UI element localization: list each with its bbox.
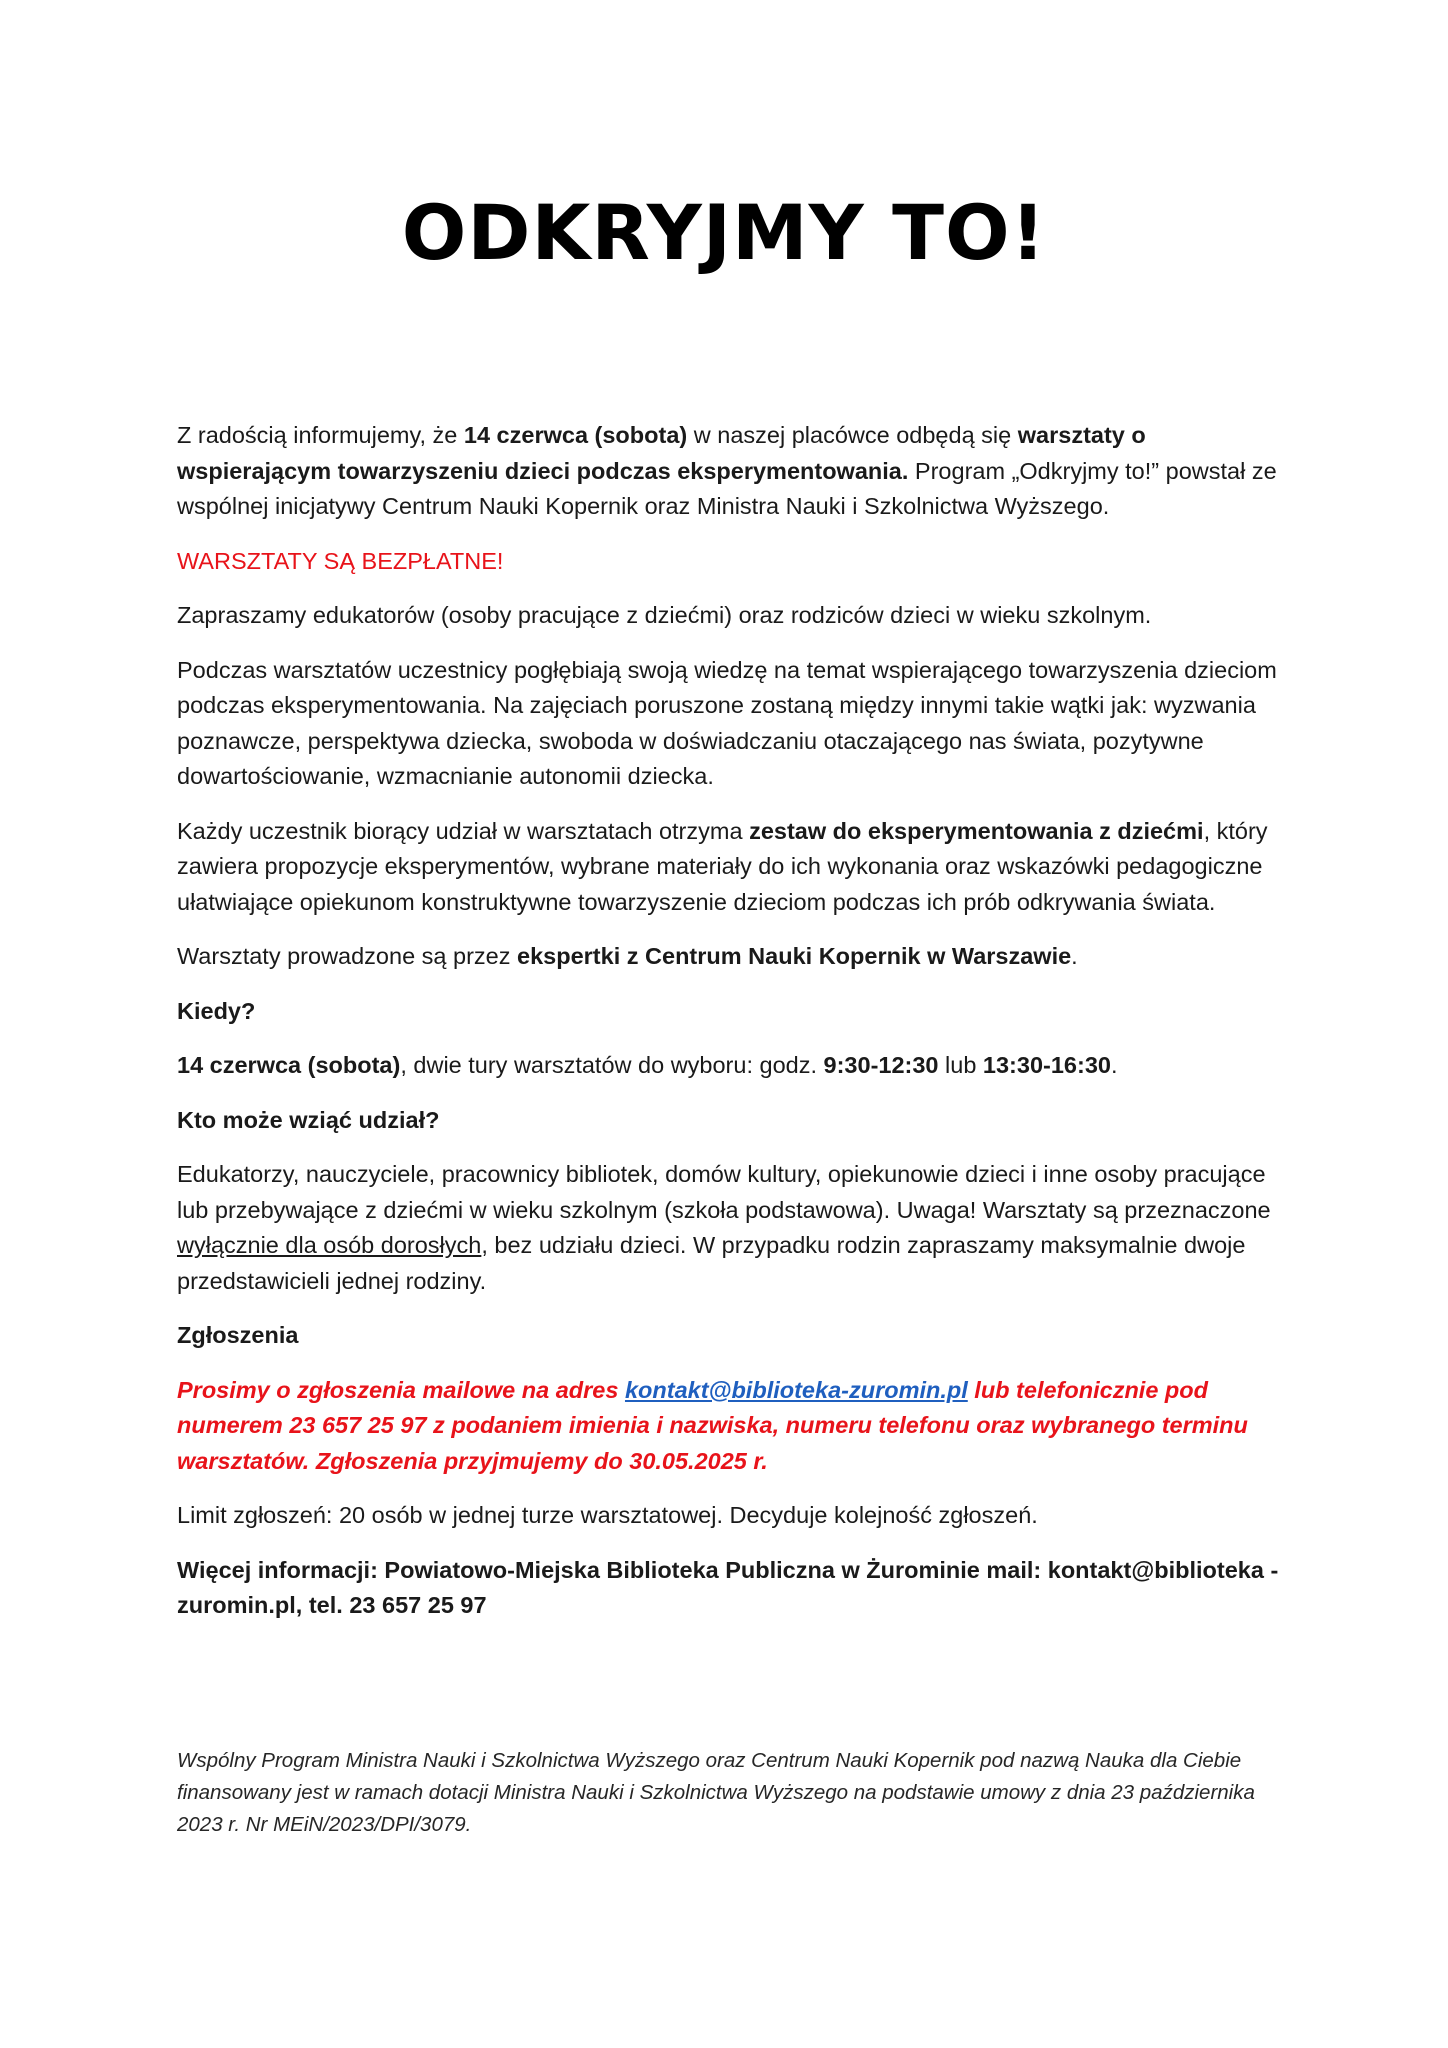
kit-highlight: zestaw do eksperymentowania z dziećmi xyxy=(749,817,1204,844)
when-heading: Kiedy? xyxy=(177,997,256,1024)
more-info-paragraph: Więcej informacji: Powiatowo-Miejska Biblioteka Publiczna w Żurominie mail: kontakt@biblioteka -zuromin.pl, tel. 23 657 25 97 xyxy=(177,1556,1279,1618)
event-date: 14 czerwca (sobota) xyxy=(463,422,688,448)
instructors-paragraph: Warsztaty prowadzone są przez ekspertki z Centrum Nauki Kopernik w Warszawie. xyxy=(177,943,1078,969)
invite-paragraph: Zapraszamy edukatorów (osoby pracujące z dziećmi) oraz rodziców dzieci w wieku szkolnym. xyxy=(177,602,1152,628)
kit-paragraph: Każdy uczestnik biorący udział w warsztatach otrzyma zestaw do eksperymentowania z dziećmi, który zawiera propozycje eksperymentów, wybrane materiały do ich wykonania oraz wskazówki pedagogiczne ułatwiające opiekunom konstruktywne towarzyszenie dzieciom podczas ich prób odkrywania świata. xyxy=(177,817,1268,915)
instructors-highlight: ekspertki z Centrum Nauki Kopernik w Warszawie xyxy=(517,943,1072,969)
registration-heading: Zgłoszenia xyxy=(177,1322,299,1348)
document-body xyxy=(177,418,1287,1643)
description-paragraph: Podczas warsztatów uczestnicy pogłębiają swoją wiedzę na temat wspierającego towarzyszenia dzieciom podczas eksperymentowania. Na zajęciach poruszone zostaną między innymi takie wątki jak: wyzwania poznawcze, perspektywa dziecka, swoboda w doświadczaniu otaczającego nas świata, pozytywne dowartościowanie, wzmacnianie autonomii dziecka. xyxy=(177,656,1277,789)
who-heading: Kto może wziąć udział? xyxy=(177,1106,440,1133)
adults-only-note: wyłącznie dla osób dorosłych xyxy=(177,1232,482,1258)
workshop-topic: warsztaty o wspierającym towarzyszeniu dzieci podczas eksperymentowania. xyxy=(177,422,1146,484)
when-paragraph: 14 czerwca (sobota), dwie tury warsztatów do wyboru: godz. 9:30-12:30 lub 13:30-16:30. xyxy=(177,1052,1118,1078)
session-time-2: 13:30-16:30 xyxy=(982,1052,1111,1078)
session-time-1: 9:30-12:30 xyxy=(823,1052,939,1078)
email-link[interactable]: kontakt@biblioteka-zuromin.pl xyxy=(624,1376,968,1403)
page-title: ODKRYJMY TO! xyxy=(401,188,1047,277)
who-paragraph: Edukatorzy, nauczyciele, pracownicy bibliotek, domów kultury, opiekunowie dzieci i inne osoby pracujące lub przebywające z dziećmi w wieku szkolnym (szkoła podstawowa). Uwaga! Warsztaty są przeznaczone wyłącznie dla osób dorosłych, bez udziału dzieci. W przypadku rodzin zapraszamy maksymalnie dwoje przedstawicieli jednej rodziny. xyxy=(177,1161,1271,1294)
limit-paragraph: Limit zgłoszeń: 20 osób w jednej turze warsztatowej. Decyduje kolejność zgłoszeń. xyxy=(177,1502,1038,1528)
registration-paragraph: Prosimy o zgłoszenia mailowe na adres kontakt@biblioteka-zuromin.pl lub telefonicznie pod numerem 23 657 25 97 z podaniem imienia i nazwiska, numeru telefonu oraz wybranego terminu warsztatów. Zgłoszenia przyjmujemy do 30.05.2025 r. xyxy=(177,1376,1248,1474)
intro-paragraph: Z radością informujemy, że 14 czerwca (sobota) w naszej placówce odbędą się warsztaty o wspierającym towarzyszeniu dzieci podczas eksperymentowania. Program „Odkryjmy to!” powstał ze wspólnej inicjatywy Centrum Nauki Kopernik oraz Ministra Nauki i Szkolnictwa Wyższego. xyxy=(177,422,1277,519)
free-notice: WARSZTATY SĄ BEZPŁATNE! xyxy=(177,547,504,574)
funding-footnote: Wspólny Program Ministra Nauki i Szkolnictwa Wyższego oraz Centrum Nauki Kopernik pod nazwą Nauka dla Ciebie finansowany jest w ramach dotacji Ministra Nauki i Szkolnictwa Wyższego na podstawie umowy z dnia 23 października 2023 r. Nr MEiN/2023/DPI/3079. xyxy=(177,1749,1255,1836)
